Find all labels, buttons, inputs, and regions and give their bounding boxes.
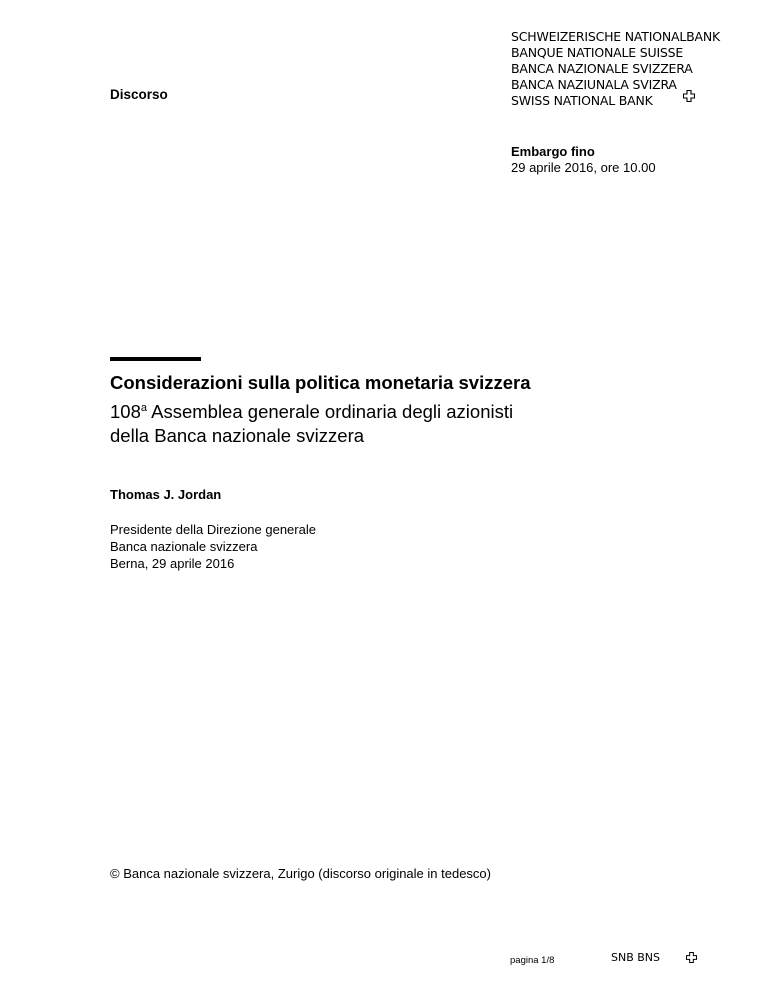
subtitle-line-1-text: Assemblea generale ordinaria degli azionisti [147, 401, 514, 422]
subtitle-number: 108 [110, 401, 141, 422]
page-number: pagina 1/8 [510, 955, 555, 966]
copyright-notice: © Banca nazionale svizzera, Zurigo (discorso originale in tedesco) [110, 866, 491, 881]
bank-name-de: SCHWEIZERISCHE NATIONALBANK [511, 29, 721, 44]
swiss-cross-icon [683, 90, 695, 102]
embargo-title: Embargo fino [511, 144, 595, 159]
speech-title: Considerazioni sulla politica monetaria svizzera [110, 372, 531, 393]
bank-name-it: BANCA NAZIONALE SVIZZERA [511, 61, 693, 76]
speaker-role: Presidente della Direzione generale [110, 522, 316, 537]
bank-name-fr: BANQUE NATIONALE SUISSE [511, 45, 684, 60]
brand-footer-logo: SNB BNS [611, 951, 661, 964]
document-type: Discorso [110, 87, 168, 102]
subtitle-line-2: della Banca nazionale svizzera [110, 425, 365, 446]
speaker-info [110, 521, 316, 572]
subtitle-line-1 [110, 396, 590, 424]
speaker-institution: Banca nazionale svizzera [110, 539, 258, 554]
embargo-date: 29 aprile 2016, ore 10.00 [511, 160, 656, 175]
title-rule-divider [110, 357, 201, 361]
speech-subtitle [110, 396, 590, 448]
speaker-name: Thomas J. Jordan [110, 487, 222, 502]
bank-name-en: SWISS NATIONAL BANK [511, 93, 653, 108]
bank-name-rm: BANCA NAZIUNALA SVIZRA [511, 77, 677, 92]
speaker-place-date: Berna, 29 aprile 2016 [110, 556, 235, 571]
subtitle-superscript: a [140, 402, 147, 414]
swiss-cross-small-icon [686, 952, 697, 963]
